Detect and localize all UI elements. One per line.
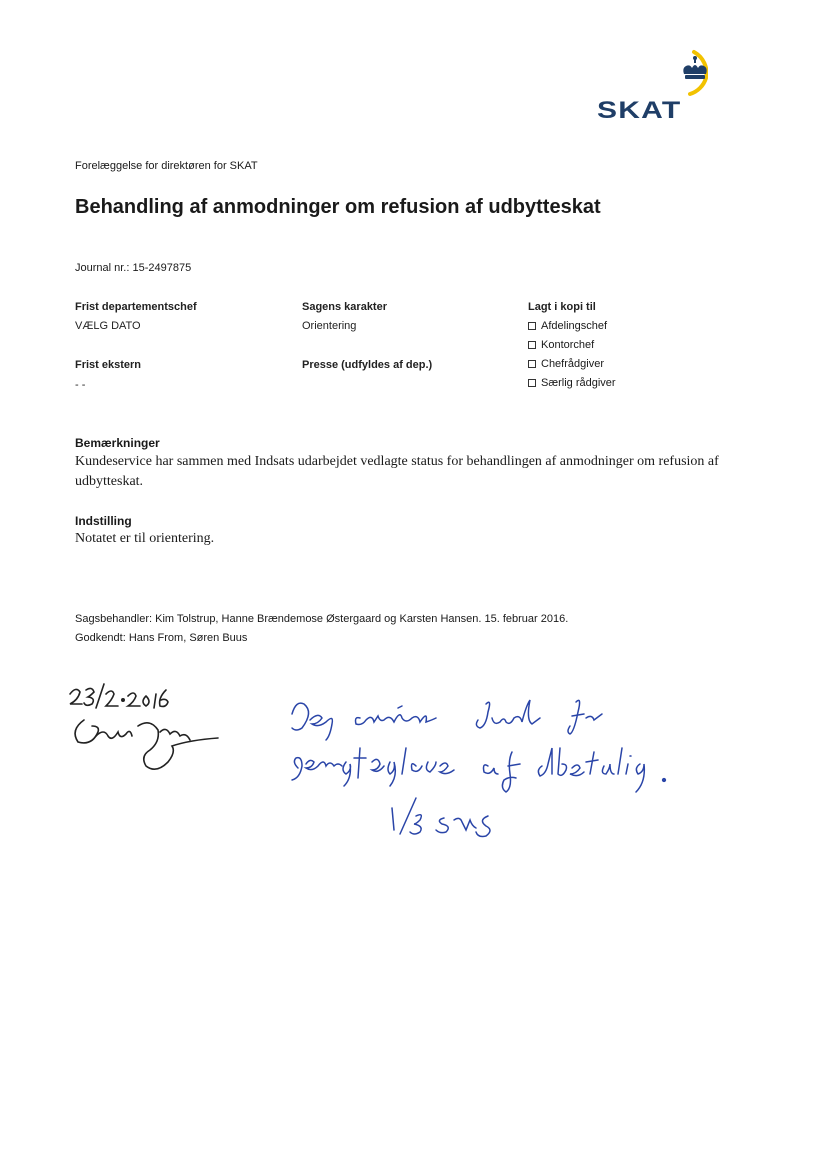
copy-label: Lagt i kopi til [528, 301, 596, 313]
document-title: Behandling af anmodninger om refusion af udbytteskat [75, 196, 601, 218]
handwritten-annotations [0, 670, 828, 870]
deadline-dep-value: VÆLG DATO [75, 320, 141, 332]
copy-list [528, 316, 616, 392]
copy-item[interactable] [528, 335, 616, 354]
copy-item-label: Kontorchef [541, 338, 595, 351]
approved-by: Godkendt: Hans From, Søren Buus [75, 632, 248, 644]
preheading: Forelæggelse for direktøren for SKAT [75, 160, 258, 172]
recommendation-body: Notatet er til orientering. [75, 531, 215, 546]
press-label: Presse (udfyldes af dep.) [302, 359, 433, 371]
case-type-value: Orientering [302, 320, 357, 332]
handwritten-date [70, 684, 168, 708]
copy-item[interactable] [528, 373, 616, 392]
deadline-dep-label: Frist departementschef [75, 301, 197, 313]
copy-item-label: Særlig rådgiver [541, 376, 616, 389]
copy-item-label: Afdelingschef [541, 319, 608, 332]
checkbox[interactable] [528, 322, 536, 330]
remarks-heading: Bemærkninger [75, 436, 160, 450]
recommendation-heading: Indstilling [75, 514, 132, 528]
caseworkers: Sagsbehandler: Kim Tolstrup, Hanne Brændemose Østergaard og Karsten Hansen. 15. februar 2016. [75, 613, 569, 625]
deadline-ext-value: - - [75, 379, 86, 391]
copy-item[interactable] [528, 316, 616, 335]
logo-wordmark: SKAT [597, 97, 682, 124]
deadline-ext-label: Frist ekstern [75, 359, 142, 371]
handwritten-note [292, 700, 665, 837]
checkbox[interactable] [528, 360, 536, 368]
copy-item[interactable] [528, 354, 616, 373]
journal-number: Journal nr.: 15-2497875 [75, 262, 192, 274]
remarks-body: Kundeservice har sammen med Indsats udarbejdet vedlagte status for behandlingen af anmodninger om refusion af udbytteskat. [75, 454, 719, 489]
case-type-label: Sagens karakter [302, 301, 387, 313]
signature [75, 720, 218, 769]
checkbox[interactable] [528, 379, 536, 387]
copy-item-label: Chefrådgiver [541, 357, 604, 370]
checkbox[interactable] [528, 341, 536, 349]
